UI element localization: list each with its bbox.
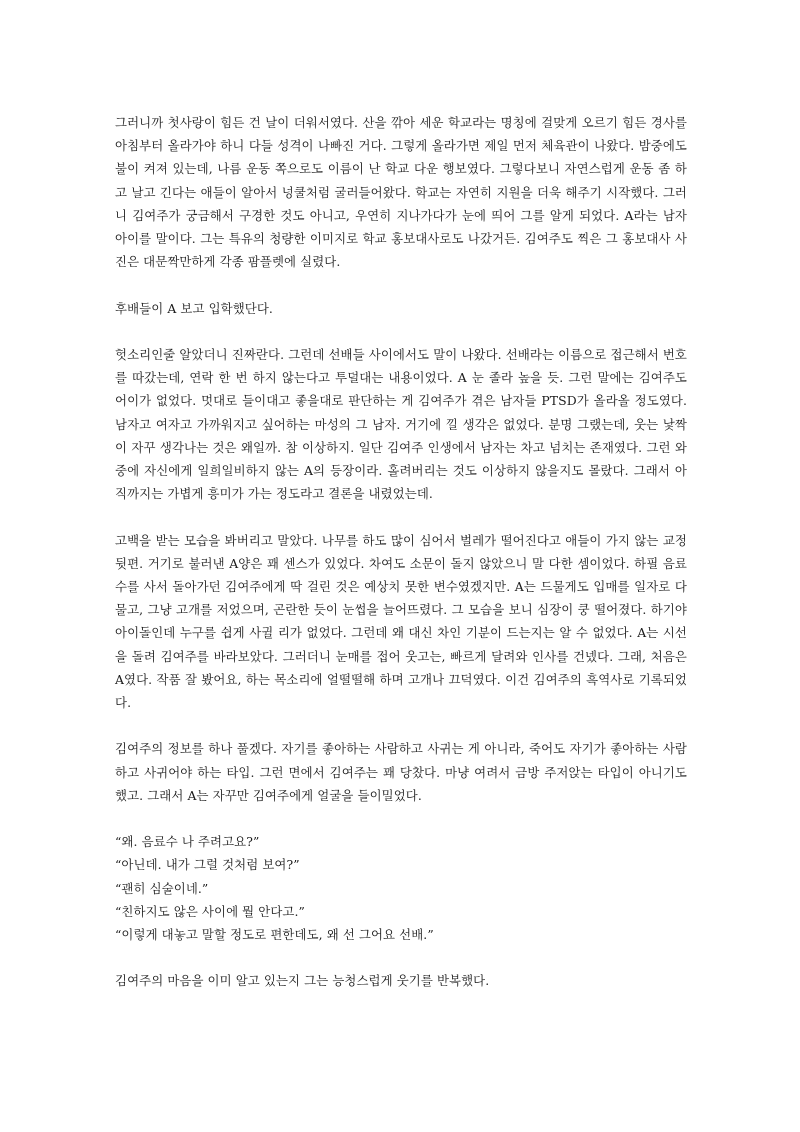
paragraph-4: 고백을 받는 모습을 봐버리고 말았다. 나무를 하도 많이 심어서 벌레가 떨어진다고 애들이 가지 않는 교정 뒷편. 거기로 불러낸 A양은 꽤 센스가 있었다. 차여도 소문이 돌지 않았으니 말 다한 셈이었다. 하필 음료수를 사서 돌아가던 김여주에게 딱 걸린 것은 예상치 못한 변수였겠지만. A는 드물게도 입매를 일자로 다물고, 그냥 고개를 저었으며, 곤란한 듯이 눈썹을 늘어뜨렸다. 그 모습을 보니 심장이 쿵 떨어졌다. 하기야 아이돌인데 누구를 쉽게 사귈 리가 없었다. 그런데 왜 대신 차인 기분이 드는지는 알 수 없었다. A는 시선을 돌려 김여주를 바라보았다. 그러더니 눈매를 접어 웃고는, 빠르게 달려와 인사를 건넸다. 그래, 처음은 A였다. 작품 잘 봤어요, 하는 목소리에 얼떨떨해 하며 고개나 끄덕였다. 이건 김여주의 흑역사로 기록되었다. [115,532,687,711]
dialogue-line-3: “괜히 심술이네.” [115,880,209,896]
dialogue-block [115,830,687,946]
dialogue-line-2: “아닌데. 내가 그럴 것처럼 보여?” [115,857,300,873]
document-body [115,111,687,1016]
paragraph-3: 헛소리인줄 알았더니 진짜란다. 그런데 선배들 사이에서도 말이 나왔다. 선배라는 이름으로 접근해서 번호를 따갔는데, 연락 한 번 하지 않는다고 투덜대는 내용이었다. A 눈 졸라 높을 듯. 그런 말에는 김여주도 어이가 없었다. 멋대로 들이대고 좋을대로 판단하는 게 김여주가 겪은 남자들 PTSD가 올라올 정도였다. 남자고 여자고 가까워지고 싶어하는 마성의 그 남자. 거기에 낄 생각은 없었다. 분명 그랬는데, 웃는 낯짝이 자꾸 생각나는 것은 왜일까. 참 이상하지. 일단 김여주 인생에서 남자는 차고 넘치는 존재였다. 그런 와중에 자신에게 일희일비하지 않는 A의 등장이라. 홀려버리는 것도 이상하지 않을지도 몰랐다. 그래서 아직까지는 가볍게 흥미가 가는 정도라고 결론을 내렸었는데. [115,347,687,502]
dialogue-line-4: “친하지도 않은 사이에 뭘 안다고.” [115,903,305,919]
paragraph-5: 김여주의 정보를 하나 풀겠다. 자기를 좋아하는 사람하고 사귀는 게 아니라, 죽어도 자기가 좋아하는 사람하고 사귀어야 하는 타입. 그런 면에서 김여주는 꽤 당찼다. 마냥 여려서 금방 주저앉는 타입이 아니기도 했고. 그래서 A는 자꾸만 김여주에게 얼굴을 들이밀었다. [115,741,687,803]
paragraph-1: 그러니까 첫사랑이 힘든 건 날이 더워서였다. 산을 깎아 세운 학교라는 명칭에 걸맞게 오르기 힘든 경사를 아침부터 올라가야 하니 다들 성격이 나빠진 거다. 그렇게 올라가면 제일 먼저 체육관이 나왔다. 밤중에도 불이 켜져 있는데, 나름 운동 쪽으로도 이름이 난 학교 다운 행보였다. 그렇다보니 자연스럽게 운동 좀 하고 날고 긴다는 애들이 알아서 넝쿨처럼 굴러들어왔다. 학교는 자연히 지원을 더욱 해주기 시작했다. 그러니 김여주가 궁금해서 구경한 것도 아니고, 우연히 지나가다가 눈에 띄어 그를 알게 되었다. A라는 남자 아이를 말이다. 그는 특유의 청량한 이미지로 학교 홍보대사로도 나갔거든. 김여주도 찍은 그 홍보대사 사진은 대문짝만하게 각종 팜플렛에 실렸다. [115,115,687,270]
dialogue-line-5: “이렇게 대놓고 말할 정도로 편한데도, 왜 선 그어요 선배.” [115,927,434,943]
closing-paragraph: 김여주의 마음을 이미 알고 있는지 그는 능청스럽게 웃기를 반복했다. [115,973,490,989]
paragraph-2: 후배들이 A 보고 입학했단다. [115,300,273,316]
dialogue-line-1: “왜. 음료수 나 주려고요?” [115,834,260,850]
